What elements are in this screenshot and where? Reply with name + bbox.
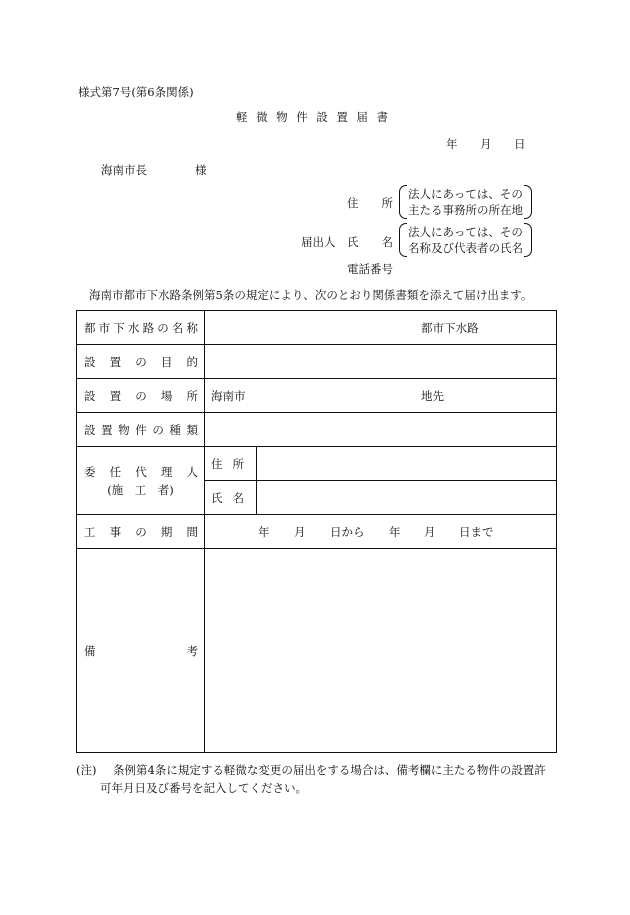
applicant-name-note[interactable]: [399, 223, 532, 257]
sewer-name-field[interactable]: [205, 311, 557, 345]
purpose-field[interactable]: [205, 345, 557, 379]
open-bracket: [399, 223, 407, 257]
form-number: 様式第7号(第6条関係): [78, 85, 194, 99]
date-year[interactable]: 年: [446, 137, 458, 151]
agent-sub-label: (施 工 者): [107, 482, 174, 497]
location-field[interactable]: [205, 379, 557, 413]
close-bracket: [524, 185, 532, 219]
row-purpose: [77, 345, 557, 379]
period-year-2: 年: [389, 525, 401, 539]
note-line: 法人にあっては、その: [408, 225, 523, 239]
title-char: 届: [356, 110, 368, 124]
row-agent-address: [77, 447, 557, 481]
period-field[interactable]: [205, 515, 557, 549]
label-char: 名: [381, 235, 393, 249]
agent-label: 委 任 代 理 人 (施 工 者): [77, 447, 205, 515]
note-line: 主たる事務所の所在地: [408, 203, 523, 217]
title-char: 書: [376, 110, 388, 124]
note-line-2: 可年月日及び番号を記入してください。: [100, 781, 307, 795]
agent-address-field[interactable]: [257, 447, 557, 481]
open-bracket: [399, 185, 407, 219]
row-remarks: [77, 549, 557, 753]
applicant-role-label: 届出人: [301, 235, 336, 249]
note-line: 名称及び代表者の氏名: [408, 241, 523, 255]
title-char: 置: [336, 110, 348, 124]
location-city: 海南市: [211, 389, 246, 403]
agent-address-label: 住 所: [205, 447, 257, 481]
item-type-label: 設 置 物 件 の 種 類: [77, 413, 205, 447]
period-month-2: 月: [424, 525, 436, 539]
period-year-1: 年: [258, 525, 270, 539]
agent-name-field[interactable]: [257, 481, 557, 515]
remarks-field[interactable]: [205, 549, 557, 753]
sewer-name-label: 都 市 下 水 路 の 名 称: [77, 311, 205, 345]
period-month-1: 月: [294, 525, 306, 539]
date-day[interactable]: 日: [514, 137, 526, 151]
period-label: 工 事 の 期 間: [77, 515, 205, 549]
purpose-label: 設 置 の 目 的: [77, 345, 205, 379]
remarks-label: 備 考: [77, 549, 205, 753]
title-char: 軽: [236, 110, 248, 124]
period-from: 日から: [330, 525, 365, 539]
page-title: [236, 109, 388, 125]
applicant-address-label: [347, 195, 393, 211]
applicant-address-note[interactable]: [399, 185, 532, 219]
addressee-honorific: 様: [195, 163, 207, 177]
title-char: 物: [276, 110, 288, 124]
row-sewer-name: [77, 311, 557, 345]
sewer-name-value: 都市下水路: [421, 321, 479, 335]
label-char: 所: [381, 196, 393, 210]
title-char: 微: [256, 110, 268, 124]
applicant-name-label: [347, 234, 393, 250]
title-char: 件: [296, 110, 308, 124]
row-period: [77, 515, 557, 549]
location-label: 設 置 の 場 所: [77, 379, 205, 413]
title-char: 設: [316, 110, 328, 124]
intro-text: 海南市都市下水路条例第5条の規定により、次のとおり関係書類を添えて届け出ます。: [89, 288, 533, 302]
location-suffix: 地先: [421, 389, 444, 403]
note-mark: (注): [76, 763, 97, 777]
row-item-type: [77, 413, 557, 447]
agent-name-label: 氏 名: [205, 481, 257, 515]
close-bracket: [524, 223, 532, 257]
label-char: 住: [347, 196, 359, 210]
applicant-phone-label[interactable]: 電話番号: [347, 262, 393, 276]
date-month[interactable]: 月: [480, 137, 492, 151]
note-line: 法人にあっては、その: [408, 187, 523, 201]
row-location: [77, 379, 557, 413]
addressee-name: 海南市長: [101, 163, 147, 177]
note-line-1: 条例第4条に規定する軽微な変更の届出をする場合は、備考欄に主たる物件の設置許: [113, 763, 546, 777]
item-type-field[interactable]: [205, 413, 557, 447]
label-char: 氏: [347, 235, 359, 249]
period-until: 日まで: [459, 525, 494, 539]
application-form-table: [76, 310, 557, 753]
